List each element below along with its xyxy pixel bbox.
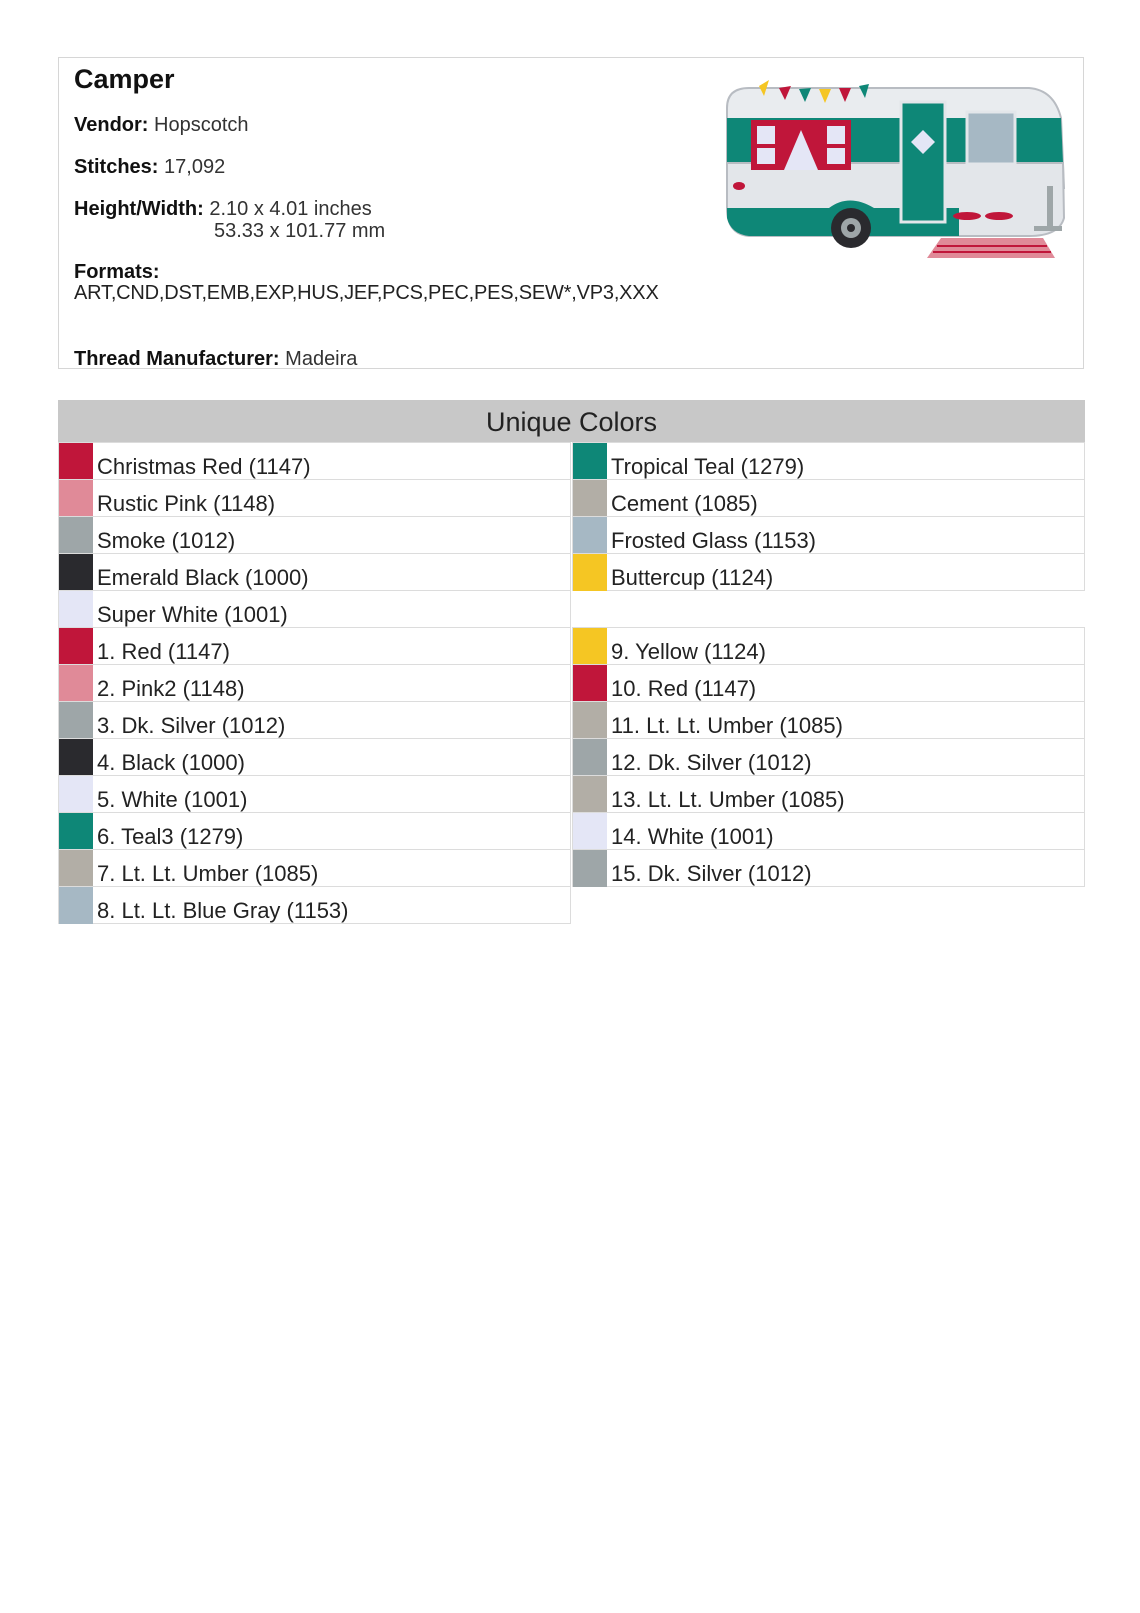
vendor-field [74, 114, 249, 137]
color-row [58, 479, 571, 517]
vendor-label: Vendor: [74, 114, 149, 136]
color-name: 6. Teal3 (1279) [97, 824, 244, 849]
color-swatch [573, 480, 607, 517]
color-name: 10. Red (1147) [611, 676, 757, 701]
formats-field [74, 261, 160, 284]
stitches-value: 17,092 [164, 156, 226, 178]
color-name: 2. Pink2 (1148) [97, 676, 245, 701]
color-swatch [59, 517, 93, 554]
color-name: Rustic Pink (1148) [97, 491, 276, 516]
color-name: 8. Lt. Lt. Blue Gray (1153) [97, 898, 349, 923]
color-name: 7. Lt. Lt. Umber (1085) [97, 861, 319, 886]
height-width-mm: 53.33 x 101.77 mm [214, 220, 386, 242]
design-info-panel [58, 57, 1084, 369]
color-row [58, 516, 571, 554]
color-row [58, 553, 571, 591]
color-row [572, 812, 1085, 850]
stitches-field [74, 156, 225, 179]
color-row [572, 553, 1085, 591]
color-row [572, 516, 1085, 554]
color-row [572, 849, 1085, 887]
thread-value: Madeira [285, 348, 358, 370]
color-swatch [59, 665, 93, 702]
unique-colors-header: Unique Colors [58, 400, 1085, 442]
color-row [572, 479, 1085, 517]
color-row [572, 738, 1085, 776]
color-swatch [59, 443, 93, 480]
thread-label: Thread Manufacturer: [74, 348, 280, 370]
color-name: Buttercup (1124) [611, 565, 774, 590]
color-row [58, 701, 571, 739]
color-swatch [573, 776, 607, 813]
color-row [572, 701, 1085, 739]
color-swatch [573, 739, 607, 776]
color-row [572, 627, 1085, 665]
color-name: Frosted Glass (1153) [611, 528, 817, 553]
color-row [58, 442, 571, 480]
color-swatch [573, 813, 607, 850]
color-swatch [573, 702, 607, 739]
color-name: Smoke (1012) [97, 528, 236, 553]
color-swatch [59, 850, 93, 887]
color-swatch [573, 517, 607, 554]
color-swatch [59, 887, 93, 924]
color-row [58, 590, 571, 628]
camper-design-image [709, 68, 1069, 268]
color-name: Super White (1001) [97, 602, 288, 627]
unique-colors-table [58, 400, 1085, 923]
color-row [58, 738, 571, 776]
color-name: 14. White (1001) [611, 824, 774, 849]
formats-label: Formats: [74, 261, 160, 283]
color-name: 12. Dk. Silver (1012) [611, 750, 812, 775]
color-name: 13. Lt. Lt. Umber (1085) [611, 787, 845, 812]
height-width-label: Height/Width: [74, 198, 204, 220]
color-swatch [59, 813, 93, 850]
color-swatch [573, 628, 607, 665]
thread-field [74, 348, 357, 371]
color-row [572, 442, 1085, 480]
design-title: Camper [74, 64, 175, 94]
color-row [58, 627, 571, 665]
color-name: Christmas Red (1147) [97, 454, 311, 479]
color-name: 11. Lt. Lt. Umber (1085) [611, 713, 843, 738]
color-swatch [573, 850, 607, 887]
color-name: Emerald Black (1000) [97, 565, 309, 590]
color-swatch [573, 554, 607, 591]
color-name: 5. White (1001) [97, 787, 248, 812]
color-swatch [59, 554, 93, 591]
height-width-inches: 2.10 x 4.01 inches [209, 198, 372, 220]
color-swatch [59, 628, 93, 665]
color-row [58, 664, 571, 702]
color-swatch [59, 591, 93, 628]
color-swatch [59, 776, 93, 813]
color-swatch [59, 480, 93, 517]
color-swatch [573, 665, 607, 702]
color-row [58, 886, 571, 924]
stitches-label: Stitches: [74, 156, 159, 178]
color-name: 15. Dk. Silver (1012) [611, 861, 812, 886]
formats-value: ART,CND,DST,EMB,EXP,HUS,JEF,PCS,PEC,PES,SEW*,VP3,XXX [74, 282, 659, 304]
color-swatch [573, 443, 607, 480]
height-width-field [74, 198, 372, 221]
color-name: Tropical Teal (1279) [611, 454, 805, 479]
color-row [58, 775, 571, 813]
color-name: 9. Yellow (1124) [611, 639, 766, 664]
color-name: 1. Red (1147) [97, 639, 230, 664]
color-row [572, 775, 1085, 813]
vendor-value: Hopscotch [154, 114, 249, 136]
color-name: 3. Dk. Silver (1012) [97, 713, 286, 738]
color-row [58, 812, 571, 850]
color-row [572, 664, 1085, 702]
color-row [58, 849, 571, 887]
color-swatch [59, 739, 93, 776]
color-name: Cement (1085) [611, 491, 758, 516]
color-name: 4. Black (1000) [97, 750, 245, 775]
color-swatch [59, 702, 93, 739]
